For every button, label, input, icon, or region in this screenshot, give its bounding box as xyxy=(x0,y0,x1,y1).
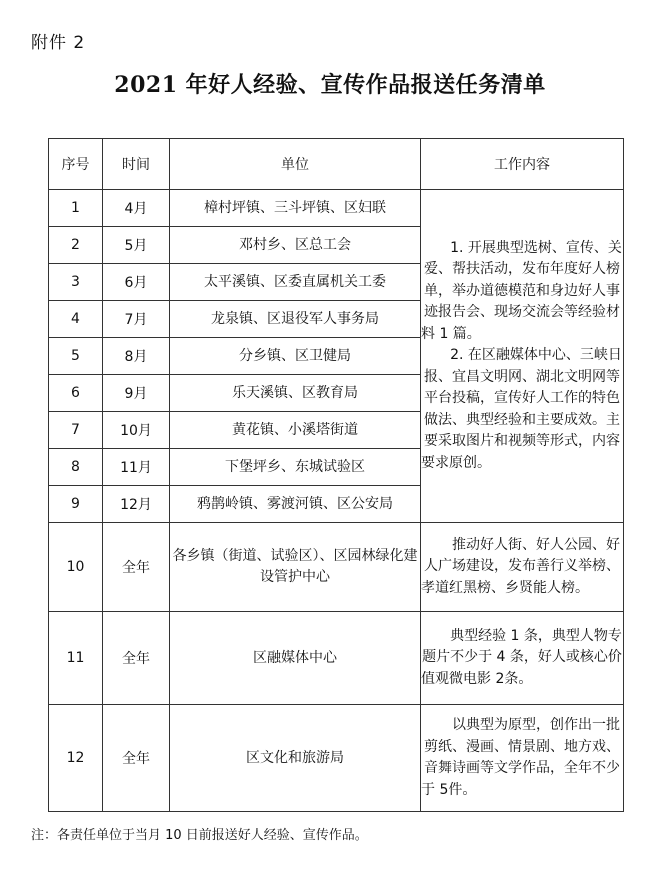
table-row xyxy=(49,705,624,812)
row-no: 10 xyxy=(49,523,103,612)
row-no: 3 xyxy=(49,264,103,301)
row-no: 12 xyxy=(49,705,103,812)
row-time: 11月 xyxy=(103,449,170,486)
row-content-text: 典型经验 1 条，典型人物专题片不少于 4 条，好人或核心价值观微电影 2条。 xyxy=(421,627,622,687)
row-time: 7月 xyxy=(103,301,170,338)
footnote: 注：各责任单位于当月 10 日前报送好人经验、宣传作品。 xyxy=(31,828,368,843)
row-no: 11 xyxy=(49,612,103,705)
column-header-no: 序号 xyxy=(49,139,103,190)
task-table xyxy=(48,138,624,812)
row-no: 2 xyxy=(49,227,103,264)
row-content-text: 以典型为原型，创作出一批剪纸、漫画、情景剧、地方戏、音舞诗画等文学作品，全年不少于 5件。 xyxy=(421,717,620,798)
table-header-row xyxy=(49,139,624,190)
row-unit: 鸦鹊岭镇、雾渡河镇、区公安局 xyxy=(170,486,421,523)
row-unit: 太平溪镇、区委直属机关工委 xyxy=(170,264,421,301)
row-time: 全年 xyxy=(103,705,170,812)
row-unit: 黄花镇、小溪塔街道 xyxy=(170,412,421,449)
row-unit: 樟村坪镇、三斗坪镇、区妇联 xyxy=(170,190,421,227)
row-time: 4月 xyxy=(103,190,170,227)
row-unit: 邓村乡、区总工会 xyxy=(170,227,421,264)
row-content xyxy=(421,523,624,612)
row-time: 全年 xyxy=(103,523,170,612)
merged-content-cell xyxy=(421,190,624,523)
content-paragraph-1: 1. 开展典型选树、宣传、关爱、帮扶活动，发布年度好人榜单，举办道德模范和身边好人事迹报告会、现场交流会等经验材料 1 篇。 xyxy=(421,239,622,342)
row-no: 9 xyxy=(49,486,103,523)
content-paragraph-2: 2. 在区融媒体中心、三峡日报、宜昌文明网、湖北文明网等平台投稿，宣传好人工作的特色做法、典型经验和主要成效。主要采取图片和视频等形式，内容要求原创。 xyxy=(421,347,622,471)
row-time: 10月 xyxy=(103,412,170,449)
row-time: 9月 xyxy=(103,375,170,412)
column-header-content: 工作内容 xyxy=(421,139,624,190)
row-unit: 龙泉镇、区退役军人事务局 xyxy=(170,301,421,338)
attachment-label: 附件 2 xyxy=(31,33,86,53)
row-time: 5月 xyxy=(103,227,170,264)
column-header-unit: 单位 xyxy=(170,139,421,190)
row-no: 7 xyxy=(49,412,103,449)
row-no: 1 xyxy=(49,190,103,227)
row-no: 6 xyxy=(49,375,103,412)
row-unit: 区融媒体中心 xyxy=(170,612,421,705)
column-header-time: 时间 xyxy=(103,139,170,190)
row-unit: 乐天溪镇、区教育局 xyxy=(170,375,421,412)
table-row xyxy=(49,190,624,227)
row-content-text: 推动好人街、好人公园、好人广场建设，发布善行义举榜、孝道红黑榜、乡贤能人榜。 xyxy=(421,536,620,596)
row-no: 5 xyxy=(49,338,103,375)
row-no: 4 xyxy=(49,301,103,338)
row-time: 全年 xyxy=(103,612,170,705)
row-content xyxy=(421,705,624,812)
row-unit: 下堡坪乡、东城试验区 xyxy=(170,449,421,486)
row-unit: 分乡镇、区卫健局 xyxy=(170,338,421,375)
document-title: 2021 年好人经验、宣传作品报送任务清单 xyxy=(114,72,546,98)
row-time: 12月 xyxy=(103,486,170,523)
table-row xyxy=(49,523,624,612)
row-time: 8月 xyxy=(103,338,170,375)
row-unit: 各乡镇（街道、试验区）、区园林绿化建设管护中心 xyxy=(170,523,421,612)
table-row xyxy=(49,612,624,705)
row-time: 6月 xyxy=(103,264,170,301)
row-no: 8 xyxy=(49,449,103,486)
row-content xyxy=(421,612,624,705)
row-unit: 区文化和旅游局 xyxy=(170,705,421,812)
